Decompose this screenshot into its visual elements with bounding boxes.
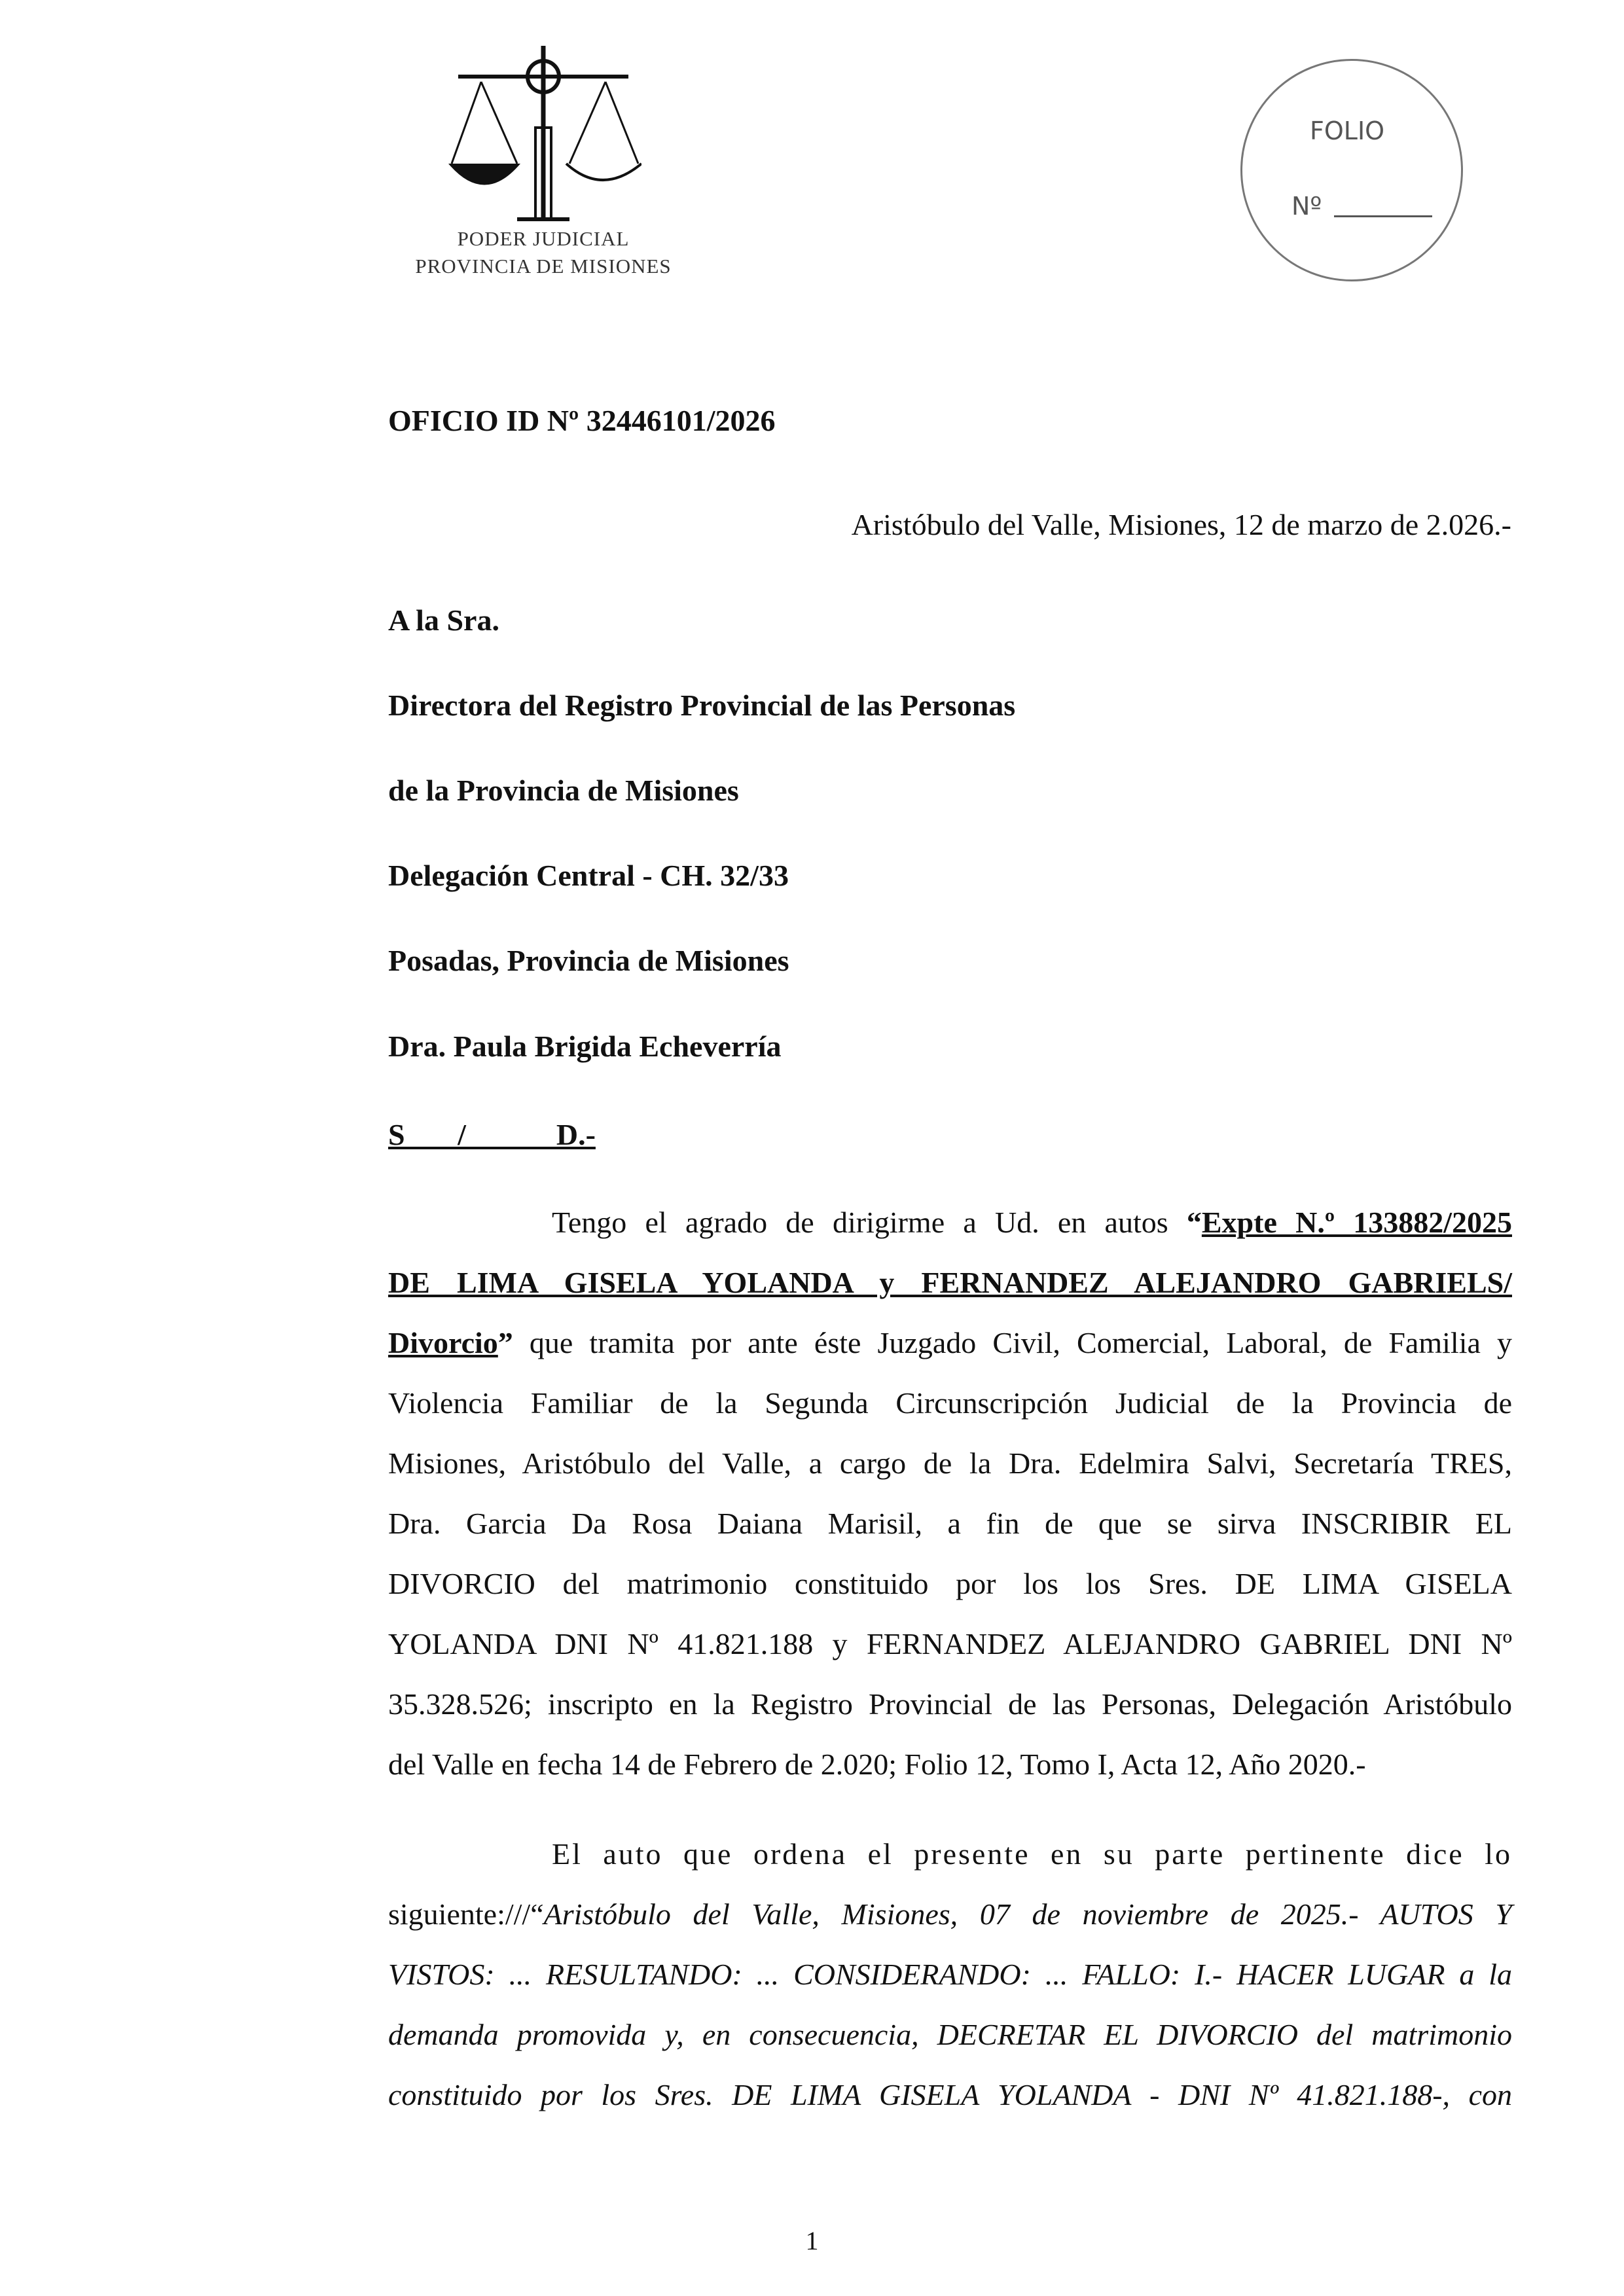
paragraph2-line3: VISTOS: ... RESULTANDO: ... CONSIDERANDO: ... FALLO: I.- HACER LUGAR a la [388, 1958, 1512, 1991]
paragraph1-line6: Dra. Garcia Da Rosa Daiana Marisil, a fin de que se sirva INSCRIBIR EL [388, 1507, 1512, 1540]
paragraph1-line10: del Valle en fecha 14 de Febrero de 2.020; Folio 12, Tomo I, Acta 12, Año 2020.- [388, 1748, 1366, 1781]
paragraph1-line2: DE LIMA GISELA YOLANDA y FERNANDEZ ALEJANDRO GABRIELS/ [388, 1266, 1512, 1299]
folio-label: FOLIO [1310, 117, 1385, 145]
paragraph1-line9: 35.328.526; inscripto en la Registro Provincial de las Personas, Delegación Aristóbulo [388, 1687, 1512, 1721]
paragraph1-line8: YOLANDA DNI Nº 41.821.188 y FERNANDEZ ALEJANDRO GABRIEL DNI Nº [388, 1627, 1512, 1660]
folio-number-blank [1334, 215, 1432, 217]
paragraph2-line5: constituido por los Sres. DE LIMA GISELA YOLANDA - DNI Nº 41.821.188-, con [388, 2078, 1512, 2111]
paragraph1-line1: Tengo el agrado de dirigirme a Ud. en autos “Expte N.º 133882/2025 [552, 1206, 1512, 1239]
su-despacho: S / D.- [388, 1118, 596, 1151]
paragraph1-line5: Misiones, Aristóbulo del Valle, a cargo de la Dra. Edelmira Salvi, Secretaría TRES, [388, 1446, 1512, 1480]
recipient-city: Posadas, Provincia de Misiones [388, 944, 789, 977]
paragraph2-line1: El auto que ordena el presente en su parte pertinente dice lo [552, 1837, 1512, 1871]
paragraph2-line4: demanda promovida y, en consecuencia, DECRETAR EL DIVORCIO del matrimonio [388, 2018, 1512, 2051]
page-number: 1 [805, 2226, 819, 2255]
paragraph1-line3: Divorcio” que tramita por ante éste Juzgado Civil, Comercial, Laboral, de Familia y [388, 1326, 1512, 1359]
recipient-province: de la Provincia de Misiones [388, 774, 739, 807]
court-logo [399, 36, 687, 291]
recipient-delegation: Delegación Central - CH. 32/33 [388, 859, 789, 892]
paragraph1-line7: DIVORCIO del matrimonio constituido por los los Sres. DE LIMA GISELA [388, 1567, 1512, 1600]
scales-of-justice-icon [445, 43, 641, 226]
logo-text-line2: PROVINCIA DE MISIONES [415, 255, 672, 278]
recipient-title: Directora del Registro Provincial de las Personas [388, 689, 1016, 722]
folio-stamp [1240, 59, 1463, 281]
folio-number-label: Nº [1291, 192, 1322, 221]
recipient-greeting: A la Sra. [388, 603, 499, 637]
expte-number: Expte N.º 133882/2025 [1201, 1206, 1512, 1239]
logo-text-line1: PODER JUDICIAL [457, 227, 630, 250]
paragraph1-line4: Violencia Familiar de la Segunda Circunscripción Judicial de la Provincia de [388, 1386, 1512, 1420]
date-place: Aristóbulo del Valle, Misiones, 12 de marzo de 2.026.- [851, 508, 1511, 541]
paragraph2-line2: siguiente:///“Aristóbulo del Valle, Misiones, 07 de noviembre de 2025.- AUTOS Y [388, 1897, 1512, 1931]
oficio-id: OFICIO ID Nº 32446101/2026 [388, 404, 776, 437]
recipient-name: Dra. Paula Brigida Echeverría [388, 1030, 782, 1063]
